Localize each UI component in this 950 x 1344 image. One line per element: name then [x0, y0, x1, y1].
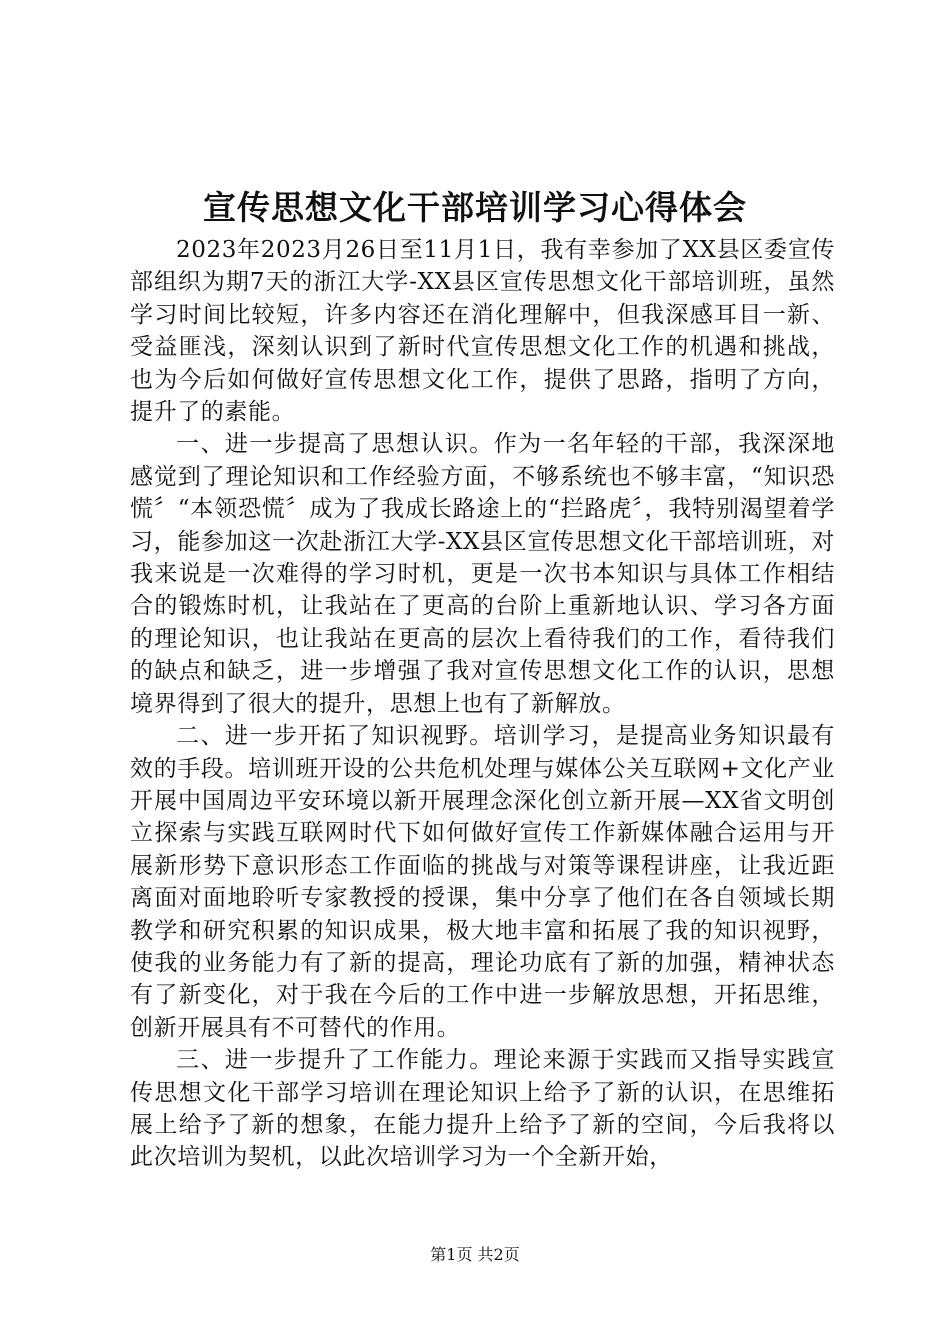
- paragraph-section-2: 二、进一步开拓了知识视野。培训学习，是提高业务知识最有效的手段。培训班开设的公共危机处理与媒体公关互联网+文化产业开展中国周边平安环境以新开展理念深化创立新开展—XX省文明创立探索与实践互联网时代下如何做好宣传工作新媒体融合运用与开展新形势下意识形态工作面临的挑战与对策等课程讲座，让我近距离面对面地聆听专家教授的授课，集中分享了他们在各自领域长期教学和研究积累的知识成果，极大地丰富和拓展了我的知识视野，使我的业务能力有了新的提高，理论功底有了新的加强，精神状态有了新变化，对于我在今后的工作中进一步解放思想，开拓思维，创新开展具有不可替代的作用。: [130, 723, 835, 1041]
- paragraph-intro: 2023年2023月26日至11月1日，我有幸参加了XX县区委宣传部组织为期7天的浙江大学-XX县区宣传思想文化干部培训班，虽然学习时间比较短，许多内容还在消化理解中，但我深感耳目一新、受益匪浅，深刻认识到了新时代宣传思想文化工作的机遇和挑战，也为今后如何做好宣传思想文化工作，提供了思路，指明了方向，提升了的素能。: [130, 237, 835, 426]
- document-body: [130, 234, 835, 1174]
- page-number-footer: 第1页 共2页: [430, 1245, 520, 1264]
- document-title: 宣传思想文化干部培训学习心得体会: [203, 188, 747, 227]
- paragraph-section-1: 一、进一步提高了思想认识。作为一名年轻的干部，我深深地感觉到了理论知识和工作经验方面，不够系统也不够丰富，“知识恐慌〞“本领恐慌〞成为了我成长路途上的“拦路虎〞，我特别渴望着学习，能参加这一次赴浙江大学-XX县区宣传思想文化干部培训班，对我来说是一次难得的学习时机，更是一次书本知识与具体工作相结合的锻炼时机，让我站在了更高的台阶上重新地认识、学习各方面的理论知识，也让我站在更高的层次上看待我们的工作，看待我们的缺点和缺乏，进一步增强了我对宣传思想文化工作的认识，思想境界得到了很大的提升，思想上也有了新解放。: [130, 431, 835, 717]
- paragraph-section-3: 三、进一步提升了工作能力。理论来源于实践而又指导实践宣传思想文化干部学习培训在理论知识上给予了新的认识，在思维拓展上给予了新的想象，在能力提升上给予了新的空间，今后我将以此次培训为契机，以此次培训学习为一个全新开始，: [130, 1047, 835, 1171]
